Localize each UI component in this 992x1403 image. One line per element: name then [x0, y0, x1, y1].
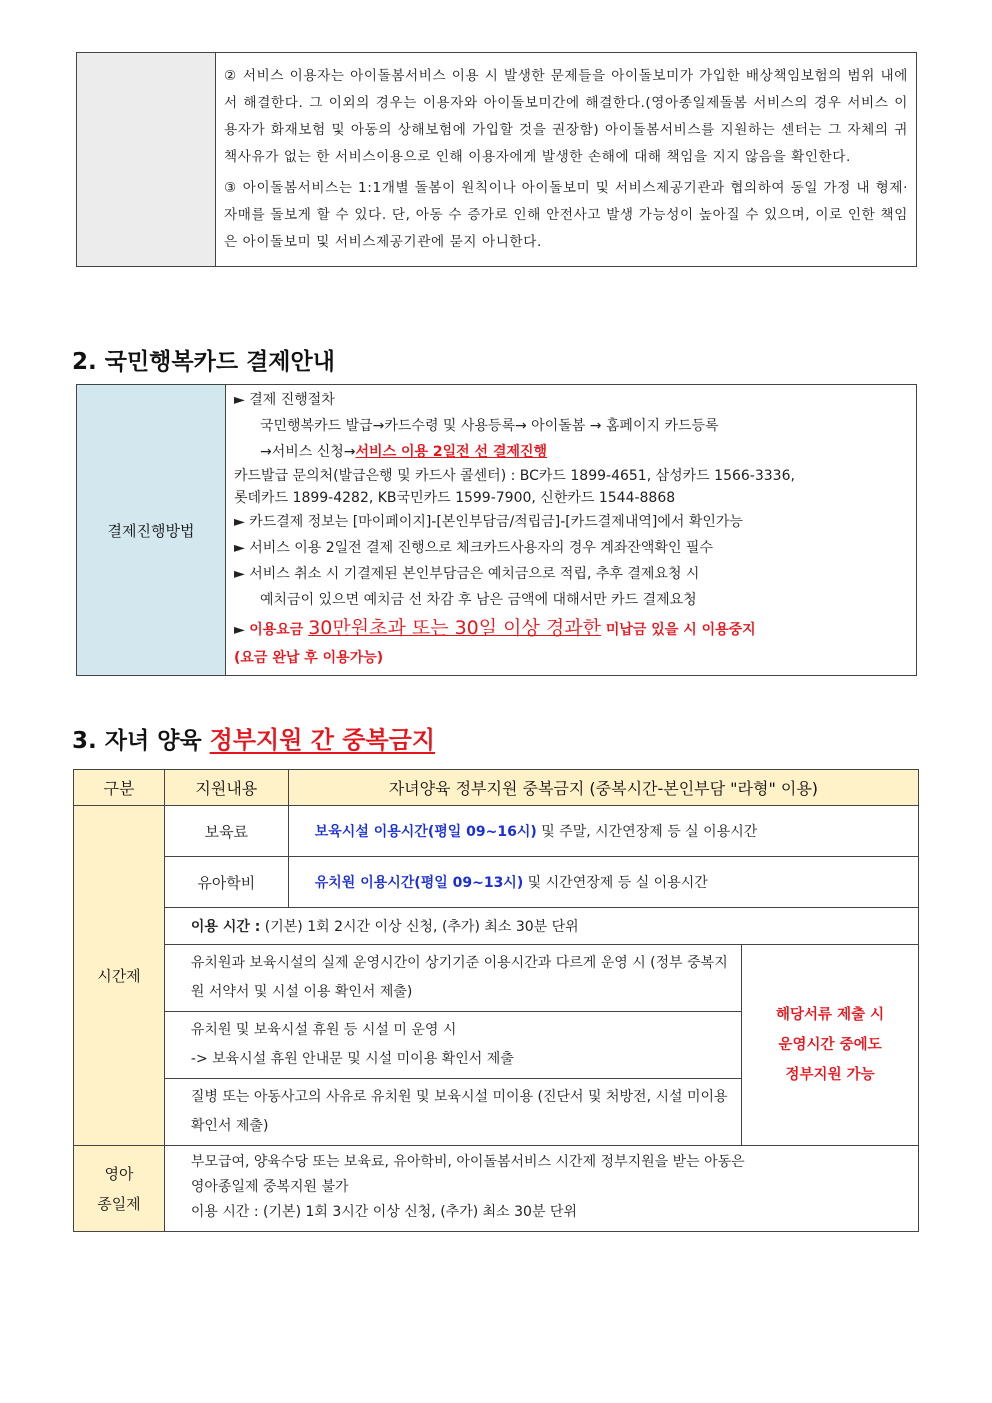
terms-label-cell [77, 53, 216, 267]
payment-method-content [226, 385, 917, 676]
col-header-support: 지원내용 [164, 770, 288, 806]
usage-time-text: (기본) 1회 2시간 이상 신청, (추가) 최소 30분 단위 [260, 919, 579, 935]
payment-step-flow: 국민행복카드 발급→카드수령 및 사용등록→ 아이돌봄 → 홈페이지 카드등록 [260, 418, 719, 434]
cancel-note-2: 예치금이 있으면 예치금 선 차감 후 남은 금액에 대해서만 카드 결제요청 [260, 592, 697, 608]
note-line-1: 해당서류 제출 시 [776, 1007, 885, 1023]
exception-note [742, 945, 919, 1146]
full-day-line-2: 영아종일제 중복지원 불가 [190, 1179, 349, 1195]
payment-table [76, 384, 917, 676]
duplicate-support-table [73, 769, 919, 1232]
bullet: ► [234, 622, 250, 638]
kinder-hours: 유치원 이용시간(평일 09~13시) [314, 875, 524, 891]
terms-paragraph-2: ② 서비스 이용자는 아이돌봄서비스 이용 시 발생한 문제들을 아이돌보미가 가입한 배상책임보험의 범위 내에서 해결한다. 그 이외의 경우는 이용자와 아이돌보미간에 해결한다.(영아종일제돌봄 서비스의 경우 서비스 이용자가 화재보험 및 아동의 상해보험에 가입할 것을 권장함) 아이돌봄서비스를 지원하는 센터는 그 자체의 귀책사유가 없는 한 서비스이용으로 인해 이용자에게 발생한 손해에 대해 책임을 지지 않음을 확인한다. [224, 68, 908, 165]
category-full-day-l2: 종일제 [97, 1194, 141, 1213]
row-kinder-content [288, 857, 918, 908]
row-childcare-content [288, 806, 918, 857]
section-2-heading: 2. 국민행복카드 결제안내 [72, 349, 335, 375]
category-full-day-l1: 영아 [104, 1164, 134, 1183]
exception-2-line-2: -> 보육시설 휴원 안내문 및 시설 미이용 확인서 제출 [190, 1051, 514, 1067]
col-header-rule: 자녀양육 정부지원 중복금지 (중복시간-본인부담 "라형" 이용) [288, 770, 918, 806]
check-card-note: ► 서비스 이용 2일전 결제 진행으로 체크카드사용자의 경우 계좌잔액확인 필수 [234, 540, 713, 556]
row-kinder-label: 유아학비 [164, 857, 288, 908]
usage-time-label: 이용 시간 : [190, 919, 261, 935]
row-childcare-label: 보육료 [164, 806, 288, 857]
payment-step-title: ► 결제 진행절차 [234, 392, 335, 408]
suspension-text-c: 미납금 있을 시 이용중지 [600, 622, 756, 638]
suspension-resume: (요금 완납 후 이용가능) [234, 650, 384, 666]
full-day-line-3: 이용 시간 : (기본) 1회 3시간 이상 신청, (추가) 최소 30분 단위 [190, 1204, 577, 1220]
kinder-rest: 및 시간연장제 등 실 이용시간 [523, 875, 708, 891]
category-full-day [74, 1146, 165, 1232]
category-hourly: 시간제 [74, 806, 165, 1146]
exception-3: 질병 또는 아동사고의 사유로 유치원 및 보육시설 미이용 (진단서 및 처방전, 시설 미이용 확인서 제출) [164, 1079, 741, 1146]
payment-step-flow-2 [234, 439, 910, 465]
childcare-rest: 및 주말, 시간연장제 등 실 이용시간 [536, 824, 758, 840]
section-3-heading-prefix: 3. 자녀 양육 [72, 728, 210, 754]
section-3-heading-red: 정부지원 간 중복금지 [209, 726, 436, 754]
suspension-text-a: 이용요금 [249, 622, 309, 638]
payment-method-label: 결제진행방법 [77, 385, 226, 676]
full-day-line-1: 부모급여, 양육수당 또는 보육료, 유아학비, 아이돌봄서비스 시간제 정부지원을 받는 아동은 [190, 1154, 745, 1170]
exception-1: 유치원과 보육시설의 실제 운영시간이 상기기준 이용시간과 다르게 운영 시 (정부 중복지원 서약서 및 시설 이용 확인서 제출) [164, 945, 741, 1012]
terms-content-cell [216, 53, 917, 267]
usage-time-row [164, 908, 918, 945]
suspension-note [234, 613, 910, 645]
exception-2 [164, 1012, 741, 1079]
prepay-notice: 서비스 이용 2일전 선 결제진행 [355, 444, 548, 460]
card-contact-2: 롯데카드 1899-4282, KB국민카드 1599-7900, 신한카드 1544-8868 [234, 490, 676, 506]
cancel-note-1: ► 서비스 취소 시 기결제된 본인부담금은 예치금으로 적립, 추후 결제요청 시 [234, 566, 700, 582]
note-line-2: 운영시간 중에도 [778, 1037, 882, 1053]
terms-paragraph-3: ③ 아이돌봄서비스는 1:1개별 돌봄이 원칙이나 아이돌보미 및 서비스제공기관과 협의하여 동일 가정 내 형제·자매를 돌보게 할 수 있다. 단, 아동 수 증가로 인해 안전사고 발생 가능성이 높아질 수 있으며, 이로 인한 책임은 아이돌보미 및 서비스제공기관에 묻지 아니한다. [224, 180, 908, 250]
payment-step-flow-text: →서비스 신청→ [260, 444, 356, 460]
card-contact-1: 카드발급 문의처(발급은행 및 카드사 콜센터) : BC카드 1899-4651, 삼성카드 1566-3336, [234, 468, 795, 484]
full-day-content [164, 1146, 918, 1232]
col-header-category: 구분 [74, 770, 165, 806]
card-info-note: ► 카드결제 정보는 [마이페이지]-[본인부담금/적립금]-[카드결제내역]에서 확인가능 [234, 514, 743, 530]
suspension-text-b: 30만원초과 또는 30일 이상 경과한 [308, 617, 601, 639]
note-line-3: 정부지원 가능 [785, 1067, 875, 1083]
terms-table [76, 52, 917, 267]
exception-2-line-1: 유치원 및 보육시설 휴원 등 시설 미 운영 시 [190, 1022, 457, 1038]
section-3-heading [72, 720, 435, 755]
childcare-hours: 보육시설 이용시간(평일 09~16시) [314, 824, 537, 840]
